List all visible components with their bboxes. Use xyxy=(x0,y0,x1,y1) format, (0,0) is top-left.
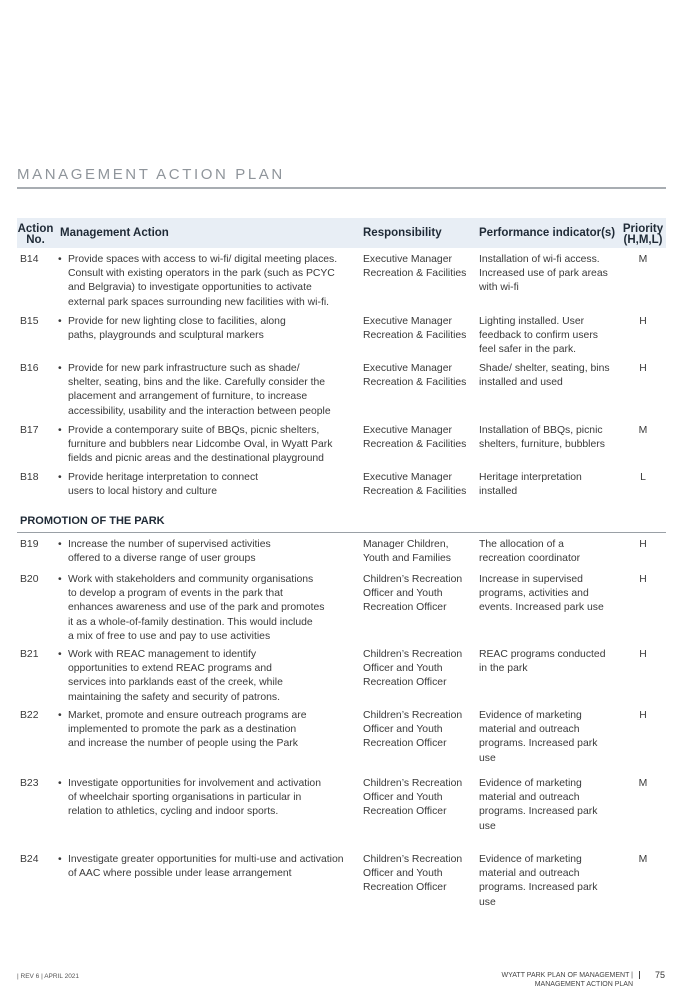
text-line: it as a whole-of-family destination. This would include xyxy=(68,616,313,628)
text-line: Evidence of marketing xyxy=(479,778,582,789)
priority-value: H xyxy=(639,539,647,550)
text-line: offered to a diverse range of user groups xyxy=(68,553,256,565)
performance-text xyxy=(479,315,621,358)
text-line: use xyxy=(479,896,496,908)
management-action-text xyxy=(58,853,360,881)
text-line: enhances awareness and use of the park and promotes xyxy=(68,602,325,614)
footer-revision: | REV 6 | APRIL 2021 xyxy=(17,973,80,980)
performance-text xyxy=(479,471,621,499)
text-line: • Investigate opportunities for involvement and activation xyxy=(68,778,321,789)
column-header-management-action: Management Action xyxy=(60,227,169,239)
header-line: Action xyxy=(17,223,54,235)
text-line: installed and used xyxy=(479,377,563,389)
page-number: 75 xyxy=(655,970,666,980)
column-header-performance: Performance indicator(s) xyxy=(479,227,616,239)
text-line: Increase in supervised xyxy=(479,574,583,585)
text-line: Recreation Officer xyxy=(363,677,447,689)
management-action-text xyxy=(58,573,360,644)
text-line: Executive Manager xyxy=(363,472,452,483)
performance-text xyxy=(479,648,621,676)
text-line: Executive Manager xyxy=(363,316,452,327)
header-line: No. xyxy=(26,234,45,246)
text-line: Officer and Youth xyxy=(363,724,443,736)
text-line: services into parklands east of the creek, while xyxy=(68,677,283,689)
text-line: Recreation Officer xyxy=(363,602,447,614)
subsection-heading: PROMOTION OF THE PARK xyxy=(20,515,165,527)
action-number: B16 xyxy=(20,363,39,374)
text-line: material and outreach xyxy=(479,724,580,736)
priority-value: H xyxy=(639,710,647,721)
text-line: shelter, seating, bins and the like. Carefully consider the xyxy=(68,377,326,389)
text-line: • Provide for new lighting close to facilities, along xyxy=(68,316,286,327)
text-line: Shade/ shelter, seating, bins xyxy=(479,363,610,374)
performance-text xyxy=(479,362,621,390)
column-header-action-no xyxy=(17,224,54,246)
text-line: Officer and Youth xyxy=(363,588,443,600)
text-line: Executive Manager xyxy=(363,425,452,436)
action-number: B14 xyxy=(20,254,39,265)
text-line: Installation of BBQs, picnic xyxy=(479,425,603,436)
priority-value: H xyxy=(639,363,647,374)
management-action-text xyxy=(58,777,360,820)
text-line: Recreation & Facilities xyxy=(363,486,467,498)
action-number: B18 xyxy=(20,472,39,483)
text-line: Officer and Youth xyxy=(363,663,443,675)
text-line: of AAC where possible under lease arrangement xyxy=(68,868,292,880)
action-number: B23 xyxy=(20,778,39,789)
text-line: users to local history and culture xyxy=(68,486,218,498)
text-line: Recreation & Facilities xyxy=(363,268,467,280)
responsibility-text xyxy=(363,648,475,691)
text-line: Installation of wi-fi access. xyxy=(479,254,600,265)
management-action-text xyxy=(58,648,360,705)
text-line: • Work with REAC management to identify xyxy=(68,649,257,660)
action-number: B17 xyxy=(20,425,39,436)
header-line: (H,M,L) xyxy=(623,234,663,246)
text-line: in the park xyxy=(479,663,528,675)
responsibility-text xyxy=(363,777,475,820)
text-line: • Increase the number of supervised activities xyxy=(68,539,271,550)
text-line: of wheelchair sporting organisations in particular in xyxy=(68,792,302,804)
text-line: Recreation & Facilities xyxy=(363,330,467,342)
priority-value: H xyxy=(639,316,647,327)
text-line: Children’s Recreation xyxy=(363,574,463,585)
management-action-text xyxy=(58,315,360,343)
text-line: • Market, promote and ensure outreach programs are xyxy=(68,710,307,721)
text-line: Recreation & Facilities xyxy=(363,377,467,389)
text-line: • Provide a contemporary suite of BBQs, picnic shelters, xyxy=(68,425,320,436)
action-number: B20 xyxy=(20,574,39,585)
text-line: use xyxy=(479,820,496,832)
text-line: Recreation Officer xyxy=(363,738,447,750)
performance-text xyxy=(479,253,621,296)
text-line: The allocation of a xyxy=(479,539,564,550)
text-line: opportunities to extend REAC programs and xyxy=(68,663,272,675)
performance-text xyxy=(479,709,621,766)
management-action-text xyxy=(58,424,360,467)
text-line: relation to athletics, cycling and indoor sports. xyxy=(68,806,279,818)
footer-document-title xyxy=(502,971,633,989)
text-line: accessibility, usability and the interaction between people xyxy=(68,405,331,417)
text-line: with wi-fi xyxy=(479,282,519,294)
responsibility-text xyxy=(363,471,475,499)
text-line: installed xyxy=(479,486,518,498)
text-line: Children’s Recreation xyxy=(363,710,463,721)
priority-value: M xyxy=(638,778,648,789)
text-line: REAC programs conducted xyxy=(479,649,606,660)
priority-value: M xyxy=(638,254,648,265)
text-line: Evidence of marketing xyxy=(479,854,582,865)
text-line: paths, playgrounds and sculptural markers xyxy=(68,330,264,342)
management-action-text xyxy=(58,538,360,566)
text-line: Youth and Families xyxy=(363,553,451,565)
text-line: programs. Increased park xyxy=(479,882,598,894)
text-line: Children’s Recreation xyxy=(363,854,463,865)
priority-value: H xyxy=(639,649,647,660)
column-header-priority xyxy=(622,224,664,246)
text-line: • Provide spaces with access to wi-fi/ digital meeting places. xyxy=(68,254,338,265)
text-line: and increase the number of people using the Park xyxy=(68,738,298,750)
footer-line: WYATT PARK PLAN OF MANAGEMENT | xyxy=(501,972,633,979)
action-number: B24 xyxy=(20,854,39,865)
text-line: fields and picnic areas and the destinational playground xyxy=(68,453,324,465)
priority-value: M xyxy=(638,854,648,865)
management-action-text xyxy=(58,253,360,310)
text-line: Officer and Youth xyxy=(363,792,443,804)
text-line: Consult with existing operators in the park (such as PCYC xyxy=(68,268,335,280)
text-line: implemented to promote the park as a destination xyxy=(68,724,297,736)
text-line: • Provide for new park infrastructure such as shade/ xyxy=(68,363,300,374)
performance-text xyxy=(479,853,621,910)
text-line: recreation coordinator xyxy=(479,553,581,565)
text-line: placement and arrangement of furniture, to increase xyxy=(68,391,308,403)
performance-text xyxy=(479,573,621,616)
action-number: B19 xyxy=(20,539,39,550)
text-line: material and outreach xyxy=(479,868,580,880)
text-line: Recreation Officer xyxy=(363,882,447,894)
text-line: feel safer in the park. xyxy=(479,344,577,356)
performance-text xyxy=(479,424,621,452)
text-line: maintaining the safety and security of patrons. xyxy=(68,691,280,703)
footer-line: MANAGEMENT ACTION PLAN xyxy=(534,981,633,988)
text-line: • Work with stakeholders and community organisations xyxy=(68,574,314,585)
action-number: B21 xyxy=(20,649,39,660)
text-line: shelters, furniture, bubblers xyxy=(479,439,605,451)
header-line: Priority xyxy=(622,223,664,235)
responsibility-text xyxy=(363,362,475,390)
management-action-text xyxy=(58,471,360,499)
text-line: use xyxy=(479,752,496,764)
management-action-text xyxy=(58,362,360,419)
text-line: external park spaces surrounding new facilities with wi-fi. xyxy=(68,296,330,308)
responsibility-text xyxy=(363,253,475,281)
page-title: MANAGEMENT ACTION PLAN xyxy=(17,166,285,183)
responsibility-text xyxy=(363,853,475,896)
text-line: • Investigate greater opportunities for multi-use and activation xyxy=(68,854,344,865)
responsibility-text xyxy=(363,709,475,752)
text-line: Evidence of marketing xyxy=(479,710,582,721)
text-line: feedback to confirm users xyxy=(479,330,598,342)
footer-separator xyxy=(639,971,640,979)
text-line: Recreation Officer xyxy=(363,806,447,818)
text-line: material and outreach xyxy=(479,792,580,804)
action-number: B15 xyxy=(20,316,39,327)
text-line: programs, activities and xyxy=(479,588,589,600)
responsibility-text xyxy=(363,315,475,343)
priority-value: M xyxy=(638,425,648,436)
text-line: and Belgravia) to investigate opportunities to activate xyxy=(68,282,312,294)
title-divider xyxy=(17,187,666,189)
text-line: programs. Increased park xyxy=(479,738,598,750)
text-line: Children’s Recreation xyxy=(363,778,463,789)
text-line: a mix of free to use and pay to use activities xyxy=(68,630,271,642)
performance-text xyxy=(479,538,621,566)
text-line: Executive Manager xyxy=(363,363,452,374)
performance-text xyxy=(479,777,621,834)
text-line: Recreation & Facilities xyxy=(363,439,467,451)
text-line: Lighting installed. User xyxy=(479,316,585,327)
subsection-divider xyxy=(17,532,666,533)
responsibility-text xyxy=(363,573,475,616)
text-line: Officer and Youth xyxy=(363,868,443,880)
text-line: events. Increased park use xyxy=(479,602,604,614)
text-line: Children’s Recreation xyxy=(363,649,463,660)
text-line: Executive Manager xyxy=(363,254,452,265)
text-line: to develop a program of events in the park that xyxy=(68,588,283,600)
text-line: furniture and bubblers near Lidcombe Oval, in Wyatt Park xyxy=(68,439,333,451)
text-line: Increased use of park areas xyxy=(479,268,608,280)
priority-value: L xyxy=(640,472,646,483)
responsibility-text xyxy=(363,538,475,566)
text-line: Heritage interpretation xyxy=(479,472,582,483)
responsibility-text xyxy=(363,424,475,452)
action-number: B22 xyxy=(20,710,39,721)
text-line: Manager Children, xyxy=(363,539,449,550)
priority-value: H xyxy=(639,574,647,585)
text-line: programs. Increased park xyxy=(479,806,598,818)
column-header-responsibility: Responsibility xyxy=(363,227,442,239)
management-action-text xyxy=(58,709,360,752)
text-line: • Provide heritage interpretation to connect xyxy=(68,472,259,483)
